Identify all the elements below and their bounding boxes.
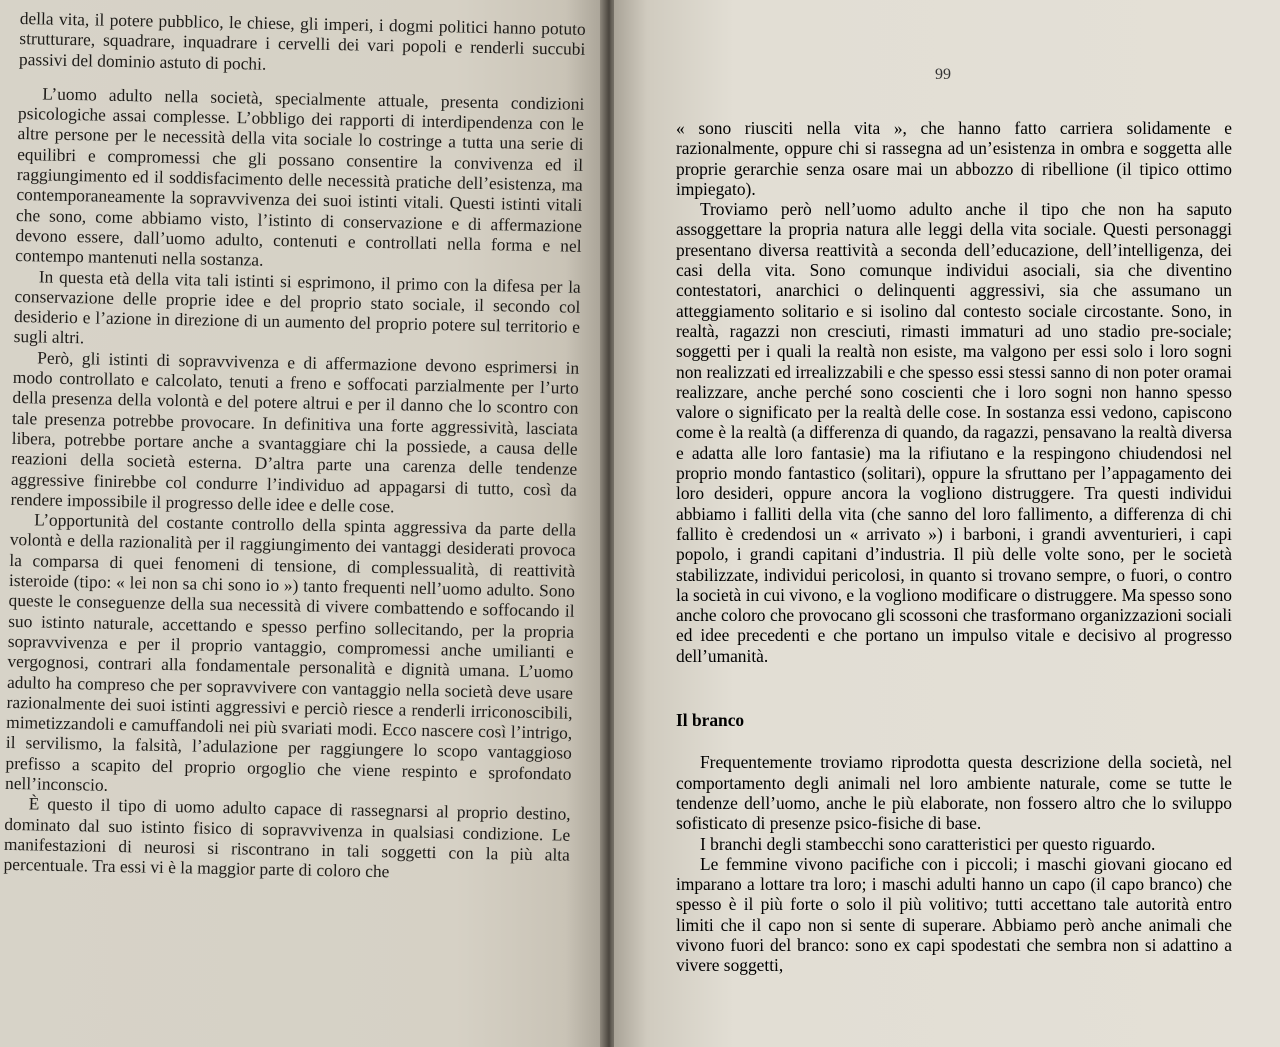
- paragraph: I branchi degli stambecchi sono caratteristici per questo riguardo.: [700, 833, 1156, 854]
- paragraph: In questa età della vita tali istinti si esprimono, il primo con la difesa per la conservazione delle proprie idee e del proprio stato sociale, il secondo col desiderio e l’azione in direzione di un aumento del proprio potere sul territorio e sugli altri.: [13, 265, 581, 348]
- left-page-text: [3, 8, 586, 885]
- paragraph: Le femmine vivono pacifiche con i piccoli; i maschi giovani giocano ed imparano a lottare tra loro; i maschi adulti hanno un capo (il capo branco) che spesso è il più forte o solo il più volitivo; tutti accettano tale autorità entro limiti che il capo non si sente di superare. Abbiamo però anche animali che vivono fuori del branco: sono ex capi spodestati che sembra non si adattino a vivere soggetti,: [676, 853, 1232, 976]
- left-page: [0, 0, 608, 1047]
- page-number: 99: [935, 66, 951, 83]
- paragraph: Frequentemente troviamo riprodotta questa descrizione della società, nel comportamento degli animali nel loro ambiente naturale, come se tutte le tendenze dell’uomo, anche le più elaborate, non fossero altro che lo sviluppo sofisticato di presenze psico-fisiche di base.: [676, 752, 1232, 834]
- right-page-text: [676, 118, 1232, 976]
- paragraph: L’uomo adulto nella società, specialmente attuale, presenta condizioni psicologiche assai complesse. L’obbligo dei rapporti di interdipendenza con le altre persone per le necessità della vita sociale lo costringe a tutta una serie di equilibri e compromessi che gli possano consentire la convivenza ed il raggiungimento ed il soddisfacimento delle necessità pratiche dell’esistenza, ma contemporaneamente la sopravvivenza dei suoi istinti vitali. Questi istinti vitali che sono, come abbiamo visto, l’istinto di conservazione e di affermazione devono essere, dall’uomo adulto, contenuti e controllati nella forma e nel contempo mantenuti nella sostanza.: [15, 83, 585, 270]
- paragraph: Però, gli istinti di sopravvivenza e di affermazione devono esprimersi in modo controllato e calcolato, tenuti a freno e soffocati parzialmente per l’urto della presenza della volontà e del potere altrui e per il danno che lo scontro con tale presenza potrebbe provocare. In definitiva una forte aggressività, lasciata libera, potrebbe portare anche a svantaggiare chi la possiede, a causa delle reazioni della società esterna. D’altra parte una carenza delle tendenze aggressive finirebbe col condurre l’individuo ad appagarsi di tutto, così da rendere impossibile il progresso delle idee e delle cose.: [10, 347, 580, 517]
- paragraph: Troviamo però nell’uomo adulto anche il tipo che non ha saputo assoggettare la propria natura alle leggi della vita sociale. Questi personaggi presentano diversa reattività a seconda dell’educazione, dell’intelligenza, dei casi della vita. Sono comunque individui asociali, sia che diventino contestatori, anarchici o delinquenti aggressivi, sia che assumano un atteggiamento solitario e si isolino dal contesto sociale circostante. Sono, in realtà, ragazzi non cresciuti, rimasti immaturi ad uno stadio pre-sociale; soggetti per i quali la realtà non esiste, ma valgono per essi solo i loro sogni non realizzati ed irrealizzabili e che spesso essi stessi sanno di non poter oramai realizzare, anche perché sono coscienti che i loro sogni non hanno spesso valore o significato per la realtà delle cose. In sostanza essi vedono, capiscono come è la realtà (a differenza di quando, da ragazzi, pensavano la realtà diversa e adatta alle loro fantasie) ma la rifiutano e la respingono chiudendosi nel proprio mondo fantastico (solitari), oppure la sfruttano per l’appagamento dei loro desideri, oppure ancora la vogliono distruggere. Tra questi individui abbiamo i falliti della vita (che sanno del loro fallimento, a differenza di chi fallito è credendosi un « arrivato ») i barboni, i grandi avventurieri, i capi popolo, i grandi capitani d’industria. Il più delle volte sono, per le società stabilizzate, individui pericolosi, in quanto si trovano sempre, o fuori, o contro la società in cui vivono, e la vogliono modificare o distruggere. Ma spesso sono anche coloro che provocano gli scossoni che trasformano organizzazioni sociali ed idee precedenti e che portano un impulso vitale e decisivo al progresso dell’umanità.: [676, 199, 1232, 666]
- paragraph: della vita, il potere pubblico, le chiese, gli imperi, i dogmi politici hanno potuto strutturare, squadrare, inquadrare i cervelli dei vari popoli e renderli succubi passivi del dominio astuto di pochi.: [18, 8, 586, 74]
- paragraph: L’opportunità del costante controllo della spinta aggressiva da parte della volontà e della razionalità per il raggiungimento dei vantaggi desiderati provoca la comparsa di quei fenomeni di tensione, di complessualità, di reattività isteroide (tipo: « lei non sa chi sono io ») tanto frequenti nell’uomo adulto. Sono queste le conseguenze della sua necessità di vivere combattendo e soffocando il suo istinto naturale, accettando e spesso perfino sollecitando, per la propria sopravvivenza e per il proprio vantaggio, compromessi anche umilianti e vergognosi, contrari alla fondamentale personalità e dignità umana. L’uomo adulto ha compreso che per sopravvivere con vantaggio nella società deve usare razionalmente dei suoi istinti aggressivi e perciò riesce a renderli irriconoscibili, mimetizzandoli e camuffandoli nei più svariati modi. Ecco nascere così l’intrigo, il servilismo, la falsità, l’adulazione per raggiungere lo scopo vantaggioso prefisso a scapito del proprio orgoglio che viene respinto e sprofondato nell’inconscio.: [4, 509, 577, 795]
- paragraph: « sono riusciti nella vita », che hanno fatto carriera solidamente e razionalmente, oppure chi si rassegna ad un’esistenza in ombra e soggetta alle proprie gerarchie senza osare mai un abbozzo di ribellione (il tipico ottimo impiegato).: [676, 118, 1232, 199]
- section-title: Il branco: [676, 710, 745, 731]
- paragraph: È questo il tipo di uomo adulto capace di rassegnarsi al proprio destino, dominato dal suo istinto fisico di sopravvivenza in qualsiasi condizione. Le manifestazioni di neurosi si riscontrano in tali soggetti con la più alta percentuale. Tra essi vi è la maggior parte di coloro che: [3, 793, 571, 882]
